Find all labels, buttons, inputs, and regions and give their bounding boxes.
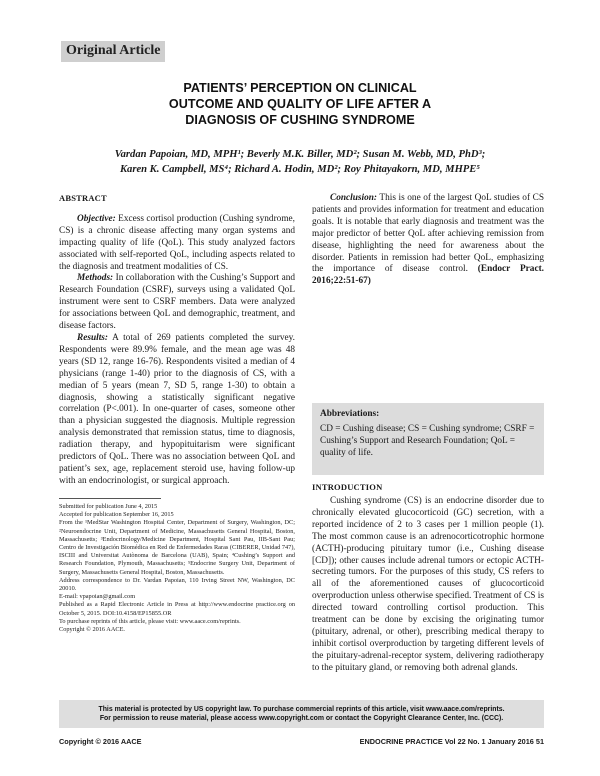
abbreviations-heading: Abbreviations:: [320, 409, 380, 419]
abstract-citation: (Endocr Pract. 2016;22:51-67): [312, 264, 545, 287]
author-list: [80, 147, 520, 177]
abbreviations-box: [312, 403, 544, 475]
note-copyright: Copyright © 2016 AACE.: [59, 626, 126, 634]
footnotes: [59, 503, 295, 634]
footnote-divider: [59, 498, 161, 499]
note-address: Address correspondence to Dr. Vardan Papoian, 110 Irving Street NW, Washington, DC 20010.: [59, 576, 295, 593]
introduction-heading: INTRODUCTION: [312, 482, 383, 492]
objective-label: Objective:: [77, 213, 116, 224]
title-line-3: DIAGNOSIS OF CUSHING SYNDROME: [185, 113, 415, 127]
note-email: E-mail: vpapoian@gmail.com: [59, 593, 136, 601]
introduction-body: [312, 496, 544, 675]
note-published: Published as a Rapid Electronic Article in Press at http://www.endocrine practice.org on October 5, 2015. DOI:10.4158/EP15855.OR: [59, 601, 295, 617]
results-label: Results:: [77, 332, 108, 343]
conclusion-label: Conclusion:: [330, 193, 378, 203]
methods-label: Methods:: [77, 273, 114, 284]
note-accepted: Accepted for publication September 16, 2015: [59, 511, 174, 519]
abstract-methods: [59, 273, 295, 333]
article-title: [120, 80, 480, 128]
abstract-column-continued: [312, 193, 544, 288]
abstract-conclusion: [312, 193, 544, 288]
note-affiliations: From the ¹MedStar Washington Hospital Center, Department of Surgery, Washington, DC; ²Neuroendocrine Unit, Department of Medicine, Massachusetts General Hospital, Boston, Massachusetts; ³Endocrinology/Medicine Department, Hospital Sant Pau, IIB-Sant Pau; Centro de Investigación Biomédica en Red de Enfermedades Raras (CIBERER, Unidad 747), ISCIII and Universitat Autònoma de Barcelona (UAB), Spain; ⁴Cushing’s Support and Research Foundation, Plymouth, Massachusetts; ⁵Endocrine Surgery Unit, Department of Surgery, Massachusetts General Hospital, Boston, Massachusetts.: [59, 519, 295, 576]
footer-journal-info: ENDOCRINE PRACTICE Vol 22 No. 1 January 2016 51: [359, 737, 544, 746]
introduction-paragraph: Cushing syndrome (CS) is an endocrine disorder due to chronically elevated glucocorticoid (GC) secretion, with a reported incidence of 2 to 3 cases per 1 million people (1). The most common cause is an adrenocorticotrophic hormone (ACTH)-producing pituitary tumor (i.e., Cushing disease [CD]); other causes include adrenal tumors or ectopic ACTH-secreting tumors. For the purposes of this study, CS refers to all of the aforementioned causes of glucocorticoid overproduction unless otherwise specified. Treatment of CS is directed toward controlling cortisol production. This treatment can be done by excising the originating tumor (pituitary, adrenal, or other), prescribing medical therapy to inhibit cortisol overproduction by targeting different levels of the pituitary-adrenal-receptor system, delivering radiotherapy to the pituitary gland, or removing both adrenal glands.: [312, 496, 544, 673]
conclusion-text: This is one of the largest QoL studies of CS patients and provides information for treatment and education goals. It is notable that early diagnosis and treatment was the major predictor of better QoL after achieving remission from disease, highlighting the need for awareness about the disorder. Patients in remission had better QoL, emphasizing the importance of disease control.: [312, 193, 544, 275]
article-type-label: Original Article: [66, 43, 161, 58]
abbreviations-text: CD = Cushing disease; CS = Cushing syndrome; CSRF = Cushing’s Support and Research Foundation; QoL = quality of life.: [320, 423, 535, 458]
abstract-column: [59, 193, 295, 488]
authors-line-2: Karen K. Campbell, MS⁴; Richard A. Hodin, MD²; Roy Phitayakorn, MD, MHPE⁵: [119, 164, 481, 175]
title-line-2: OUTCOME AND QUALITY OF LIFE AFTER A: [168, 97, 432, 111]
copyright-banner: [59, 700, 544, 728]
banner-line-2: For permission to reuse material, please access www.copyright.com or contact the Copyright Clearance Center, Inc. (CCC).: [99, 715, 504, 722]
authors-line-1: Vardan Papoian, MD, MPH¹; Beverly M.K. Biller, MD²; Susan M. Webb, MD, PhD³;: [114, 149, 486, 160]
abstract-objective: [59, 214, 295, 274]
abstract-heading: ABSTRACT: [59, 193, 107, 203]
methods-text: In collaboration with the Cushing’s Support and Research Foundation (CSRF), surveys using a validated QoL instrument were sent to CSRF members. Data were analyzed for associations between QoL and demographic, treatment, and disease factors.: [59, 273, 295, 332]
banner-line-1: This material is protected by US copyright law. To purchase commercial reprints of this article, visit www.aace.com/reprints.: [98, 706, 505, 713]
objective-text: Excess cortisol production (Cushing syndrome, CS) is a chronic disease affecting many organ systems and impacting quality of life (QoL). This study analyzed factors associated with self-reported QoL, including aspects related to the diagnosis and treatment modalities of CS.: [59, 213, 295, 272]
article-type-tag: [61, 41, 165, 62]
title-line-1: PATIENTS’ PERCEPTION ON CLINICAL: [183, 81, 417, 95]
abstract-results: [59, 333, 295, 488]
note-submitted: Submitted for publication June 4, 2015: [59, 503, 158, 510]
footer-copyright: Copyright © 2016 AACE: [59, 737, 142, 746]
note-reprints: To purchase reprints of this article, please visit: www.aace.com/reprints.: [59, 617, 241, 625]
results-text: A total of 269 patients completed the survey. Respondents were 89.9% female, and the mean age was 48 years (SD 12, range 16-76). Respondents visited a median of 4 physicians (range 1-40) prior to the diagnosis of CS, with a median of 5 years (mean 7, SD 5, range 1-30) to obtain a diagnosis, showing a statistically significant negative correlation (P<.001). In one-quarter of cases, someone other than a physician suggested the diagnosis. Multiple regression analysis demonstrated that remission status, time to diagnosis, radiation therapy, and hypopituitarism were significant predictors of QoL. There was no association between QoL and patient’s sex, age, replacement steroid use, having follow-up with an endocrinologist, or surgical approach.: [59, 332, 295, 486]
